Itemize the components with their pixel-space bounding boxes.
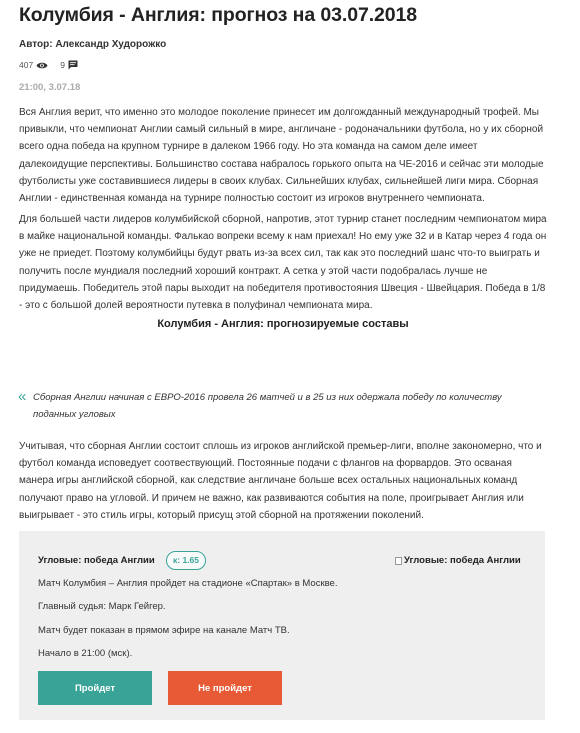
bet-image — [395, 555, 521, 566]
comments-count: 9 — [60, 60, 65, 70]
bet-box — [19, 531, 545, 720]
article-paragraph: Для большей части лидеров колумбийской сборной, напротив, этот турнир станет последним чемпионатом мира в майке национальной команды. Фалькао вопреки всему к нам приехал! Но ему уже 32 и в Катар через 4 года он уже не приедет. Поэтому колумбийцы будут рвать из-за всех сил, так как это последний шанс что-то выиграть и получить после мундиаля последний хороший контракт. А сетка у этой части подобралась лучше не придумаешь. Победитель этой пары выходит на победителя противостояния Швеция - Швейцария. Победа в 1/8 - это с большой долей вероятности путевка в полуфинал чемпионата мира. — [19, 214, 547, 312]
article-title: Колумбия - Англия: прогноз на 03.07.2018 — [19, 4, 418, 26]
bet-image-alt: Угловые: победа Англии — [404, 555, 521, 566]
lineups-heading: Колумбия - Англия: прогнозируемые составы — [157, 318, 409, 330]
quote-icon: « — [18, 388, 27, 405]
broken-image-icon — [395, 557, 402, 565]
quote-text: Сборная Англии начиная с ЕВРО-2016 провела 26 матчей и в 25 из них одержала победу по количеству поданных угловых — [33, 392, 502, 420]
match-referee: Главный судья: Марк Гейгер. — [38, 601, 166, 612]
bet-no-button[interactable]: Не пройдет — [168, 671, 282, 705]
eye-icon — [36, 61, 48, 70]
article-author: Автор: Александр Худорожко — [19, 39, 167, 50]
match-venue: Матч Колумбия – Англия пройдет на стадионе «Спартак» в Москве. — [38, 578, 338, 589]
match-broadcast: Матч будет показан в прямом эфире на канале Матч ТВ. — [38, 625, 290, 636]
article-paragraph: Вся Англия верит, что именно это молодое поколение принесет им долгожданный международный трофей. Мы привыкли, что чемпионат Англии самый сильный в мире, англичане - родоначальники футбола, но у их сборной всего одна победа на крупном турнире в далеком 1966 году. Но эта команда на самом деле имеет далекоидущие перспективы. Большинство состава набралось горького опыта на ЧЕ-2016 и сейчас эти молодые футболисты уже составившиеся лидеры в своих клубах. Сильнейших клубах, сильнейшей лиги мира. Сборная Англии - единственная команда на турнире полностью состоит из игроков внутреннего чемпионата. — [19, 107, 544, 205]
coefficient-badge: к: 1.65 — [166, 551, 206, 570]
match-start: Начало в 21:00 (мск). — [38, 648, 133, 659]
comment-icon — [68, 60, 78, 70]
article-paragraph: Учитывая, что сборная Англии состоит сплошь из игроков английской премьер-лиги, вполне закономерно, что и футбол команда исповедует соотвествующий. Постоянные подачи с флангов на форвардов. Это осваная манера игры английской сборной, как следствие англичане больше всех остальных национальных команд получают право на угловой. И причем не важно, как развиваются события на поле, проигрывает Англия или выигрывает - это стиль игры, который присущ этой сборной на протяжении поколений. — [19, 441, 542, 521]
article-stats — [19, 60, 78, 70]
publish-date: 21:00, 3.07.18 — [19, 82, 81, 93]
bet-yes-button[interactable]: Пройдет — [38, 671, 152, 705]
bet-title: Угловые: победа Англии — [38, 555, 155, 566]
views-count: 407 — [19, 60, 34, 70]
